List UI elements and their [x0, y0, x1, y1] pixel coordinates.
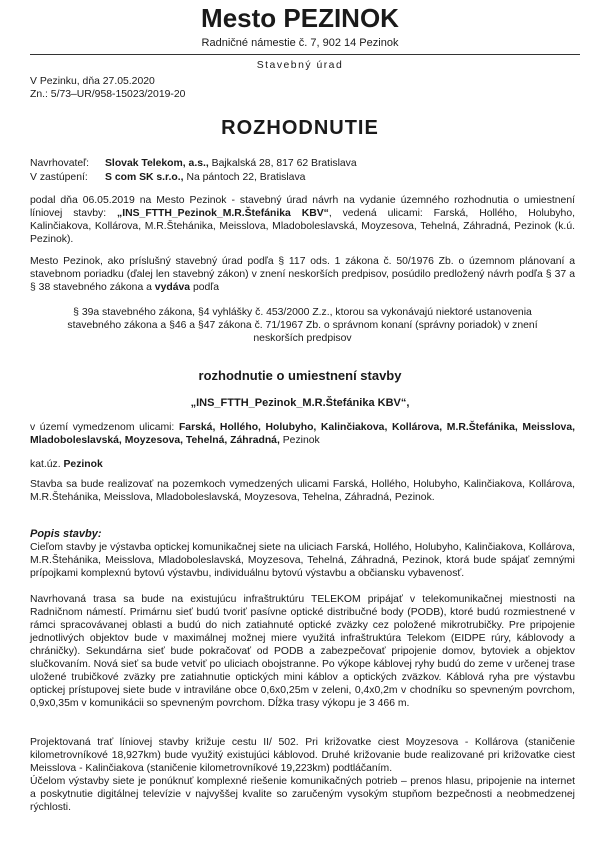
description-paragraph-3: Projektovaná trať líniovej stavby križuje cestu II/ 502. Pri križovatke ciest Moyzesova - Kollárova (staničenie kilometrovníkové 18,927km) bude využitý existujúci káblovod. Druhé križovanie bude realizované pri križovatke ciest Meisslova - Kalinčiakova (staničenie kilometrovníkové 19,223km) podtláčaním.	[30, 737, 575, 774]
applicant-address: Bajkalská 28, 817 62 Bratislava	[211, 158, 357, 169]
office-address: Radničné námestie č. 7, 902 14 Pezinok	[201, 37, 399, 49]
decision-heading: rozhodnutie o umiestnení stavby	[198, 368, 402, 383]
representative-name: S com SK s.r.o.,	[105, 172, 184, 183]
city-prefix: Mesto	[201, 3, 277, 33]
intro-text-a: podal dňa 06.05.2019 na Mesto Pezinok - stavebný úrad návrh na vydanie územného rozhodnutia o umiestnení líniovej stavby:	[30, 195, 575, 219]
representative-label: V zastúpení:	[30, 172, 88, 183]
structure-name: „INS_FTTH_Pezinok_M.R.Štefánika KBV“,	[190, 397, 410, 409]
authority-paragraph	[30, 255, 575, 294]
header-divider	[30, 54, 580, 55]
document-title: ROZHODNUTIE	[221, 117, 379, 139]
city-name: PEZINOK	[283, 3, 399, 33]
territory-text-a: v území vymedzenom ulicami:	[30, 422, 175, 433]
applicant-name: Slovak Telekom, a.s.,	[105, 158, 209, 169]
cadastre-value: Pezinok	[63, 459, 103, 470]
description-paragraph-1: Cieľom stavby je výstavba optickej komunikačnej siete na uliciach Farská, Hollého, Holubyho, Kalinčiakova, Kollárova, M.R.Štehánika, Meisslova, Mladoboleslavská, Moyzesova, Tehelná, Záhradná, Pezinok, ktorá bude spájať zemnými prípojkami komplexnú bytovú výstavbu, individuálnu bytovú výstavbu a občiansku vybavenosť.	[30, 542, 575, 579]
office-name: Stavebný úrad	[256, 60, 344, 71]
location-paragraph: Stavba sa bude realizovať na pozemkoch vymedzených ulicami Farská, Hollého, Holubyho, Kalinčiakova, Kollárova, M.R.Štehánika, Meisslova, Mladoboleslavská, Moyzesova, Tehelna, Záhradná, Pezinok.	[30, 479, 575, 503]
description-paragraph-2: Navrhovaná trasa sa bude na existujúcu infraštruktúru TELEKOM pripájať v telekomunikačnej miestnosti na Radničnom námestí. Primárnu sieť budú tvoriť pasívne optické distribučné body (PODB), ktoré budú rozmiestnené v rámci spracovávanej oblasti a budú do nich zatiahnuté optické zväzky cez položené mikrotrubičky. Pre pripojenie jednotlivých objektov bude v maximálnej možnej miere využitá infraštruktúra Telekom (EIDPE rúry, káblovody a chráničky). Sekundárna sieť bude pokračovať od PODB a zabezpečovať pripojenie domov, bytoviek a objektov slučkovaním. Nová sieť sa bude vetviť po uliciach obojstranne. Po výkope káblovej ryhy budú do zeme v určenej trase uložené trubičkové zväzky pre zatiahnutie optických mini káblov a optických zväzkov. Káblová ryha pre výstavbu optickej prístupovej siete bude v intraviláne obce 0,6x0,25m v zeleni, 0,4x0,2m v chodníku so spevneným povrchom, 0,9x0,35m v komunikácii so spevneným povrchom. Dĺžka trasy výkopu je 3 466 m.	[30, 594, 575, 709]
city-header	[0, 3, 600, 33]
reference-number: Zn.: 5/73–UR/958-15023/2019-20	[30, 89, 186, 100]
description-heading: Popis stavby:	[30, 528, 102, 540]
territory-paragraph	[30, 421, 575, 447]
intro-paragraph	[30, 194, 575, 246]
authority-text-a: Mesto Pezinok, ako príslušný stavebný úrad podľa § 117 ods. 1 zákona č. 50/1976 Zb. o územnom plánovaní a stavebnom poriadku (ďalej len stavebný zákon) v znení neskorších predpisov, posúdilo predložený návrh podľa § 37 a § 38 stavebného zákona a	[30, 256, 575, 293]
place-date: V Pezinku, dňa 27.05.2020	[30, 76, 155, 87]
representative-address: Na pántoch 22, Bratislava	[186, 172, 306, 183]
territory-text-b: Pezinok	[282, 435, 320, 446]
applicant-label: Navrhovateľ:	[30, 158, 90, 169]
project-name: „INS_FTTH_Pezinok_M.R.Štefánika KBV“	[117, 208, 329, 219]
cadastre-label: kat.úz.	[30, 459, 61, 470]
representative-row	[30, 171, 575, 184]
intro-text-b: , vedená ulicami: Farská, Hollého, Holubyho, Kalinčiakova, Kollárova, M.R.Štehánika, Meisslova, Mladoboleslavská, Moyzesova, Tehelná, Záhradná, Pezinok (k.ú. Pezinok).	[30, 208, 575, 245]
authority-issues: vydáva	[154, 282, 191, 293]
authority-text-b: podľa	[192, 282, 220, 293]
applicant-row	[30, 157, 575, 170]
description-paragraph-4: Účelom výstavby siete je ponúknuť komplexné riešenie komunikačných potrieb – prenos hlasu, pripojenie na internet a poskytnutie digitálnej televízie v najvyššej kvalite so zaručeným vysokým stupňom bezpečnosti a neobmedzenej rýchlosti.	[30, 776, 575, 813]
legal-basis: § 39a stavebného zákona, §4 vyhlášky č. 453/2000 Z.z., ktorou sa vykonávajú niektoré ustanovenia stavebného zákona a §46 a §47 zákona č. 71/1967 Zb. o správnom konaní (správny poriadok) v znení neskorších predpisov	[67, 307, 538, 344]
cadastre-row	[30, 458, 575, 471]
territory-streets: Farská, Hollého, Holubyho, Kalinčiakova, Kollárova, M.R.Štefánika, Meisslova, Mladoboleslavská, Moyzesova, Tehelná, Záhradná,	[30, 422, 575, 446]
